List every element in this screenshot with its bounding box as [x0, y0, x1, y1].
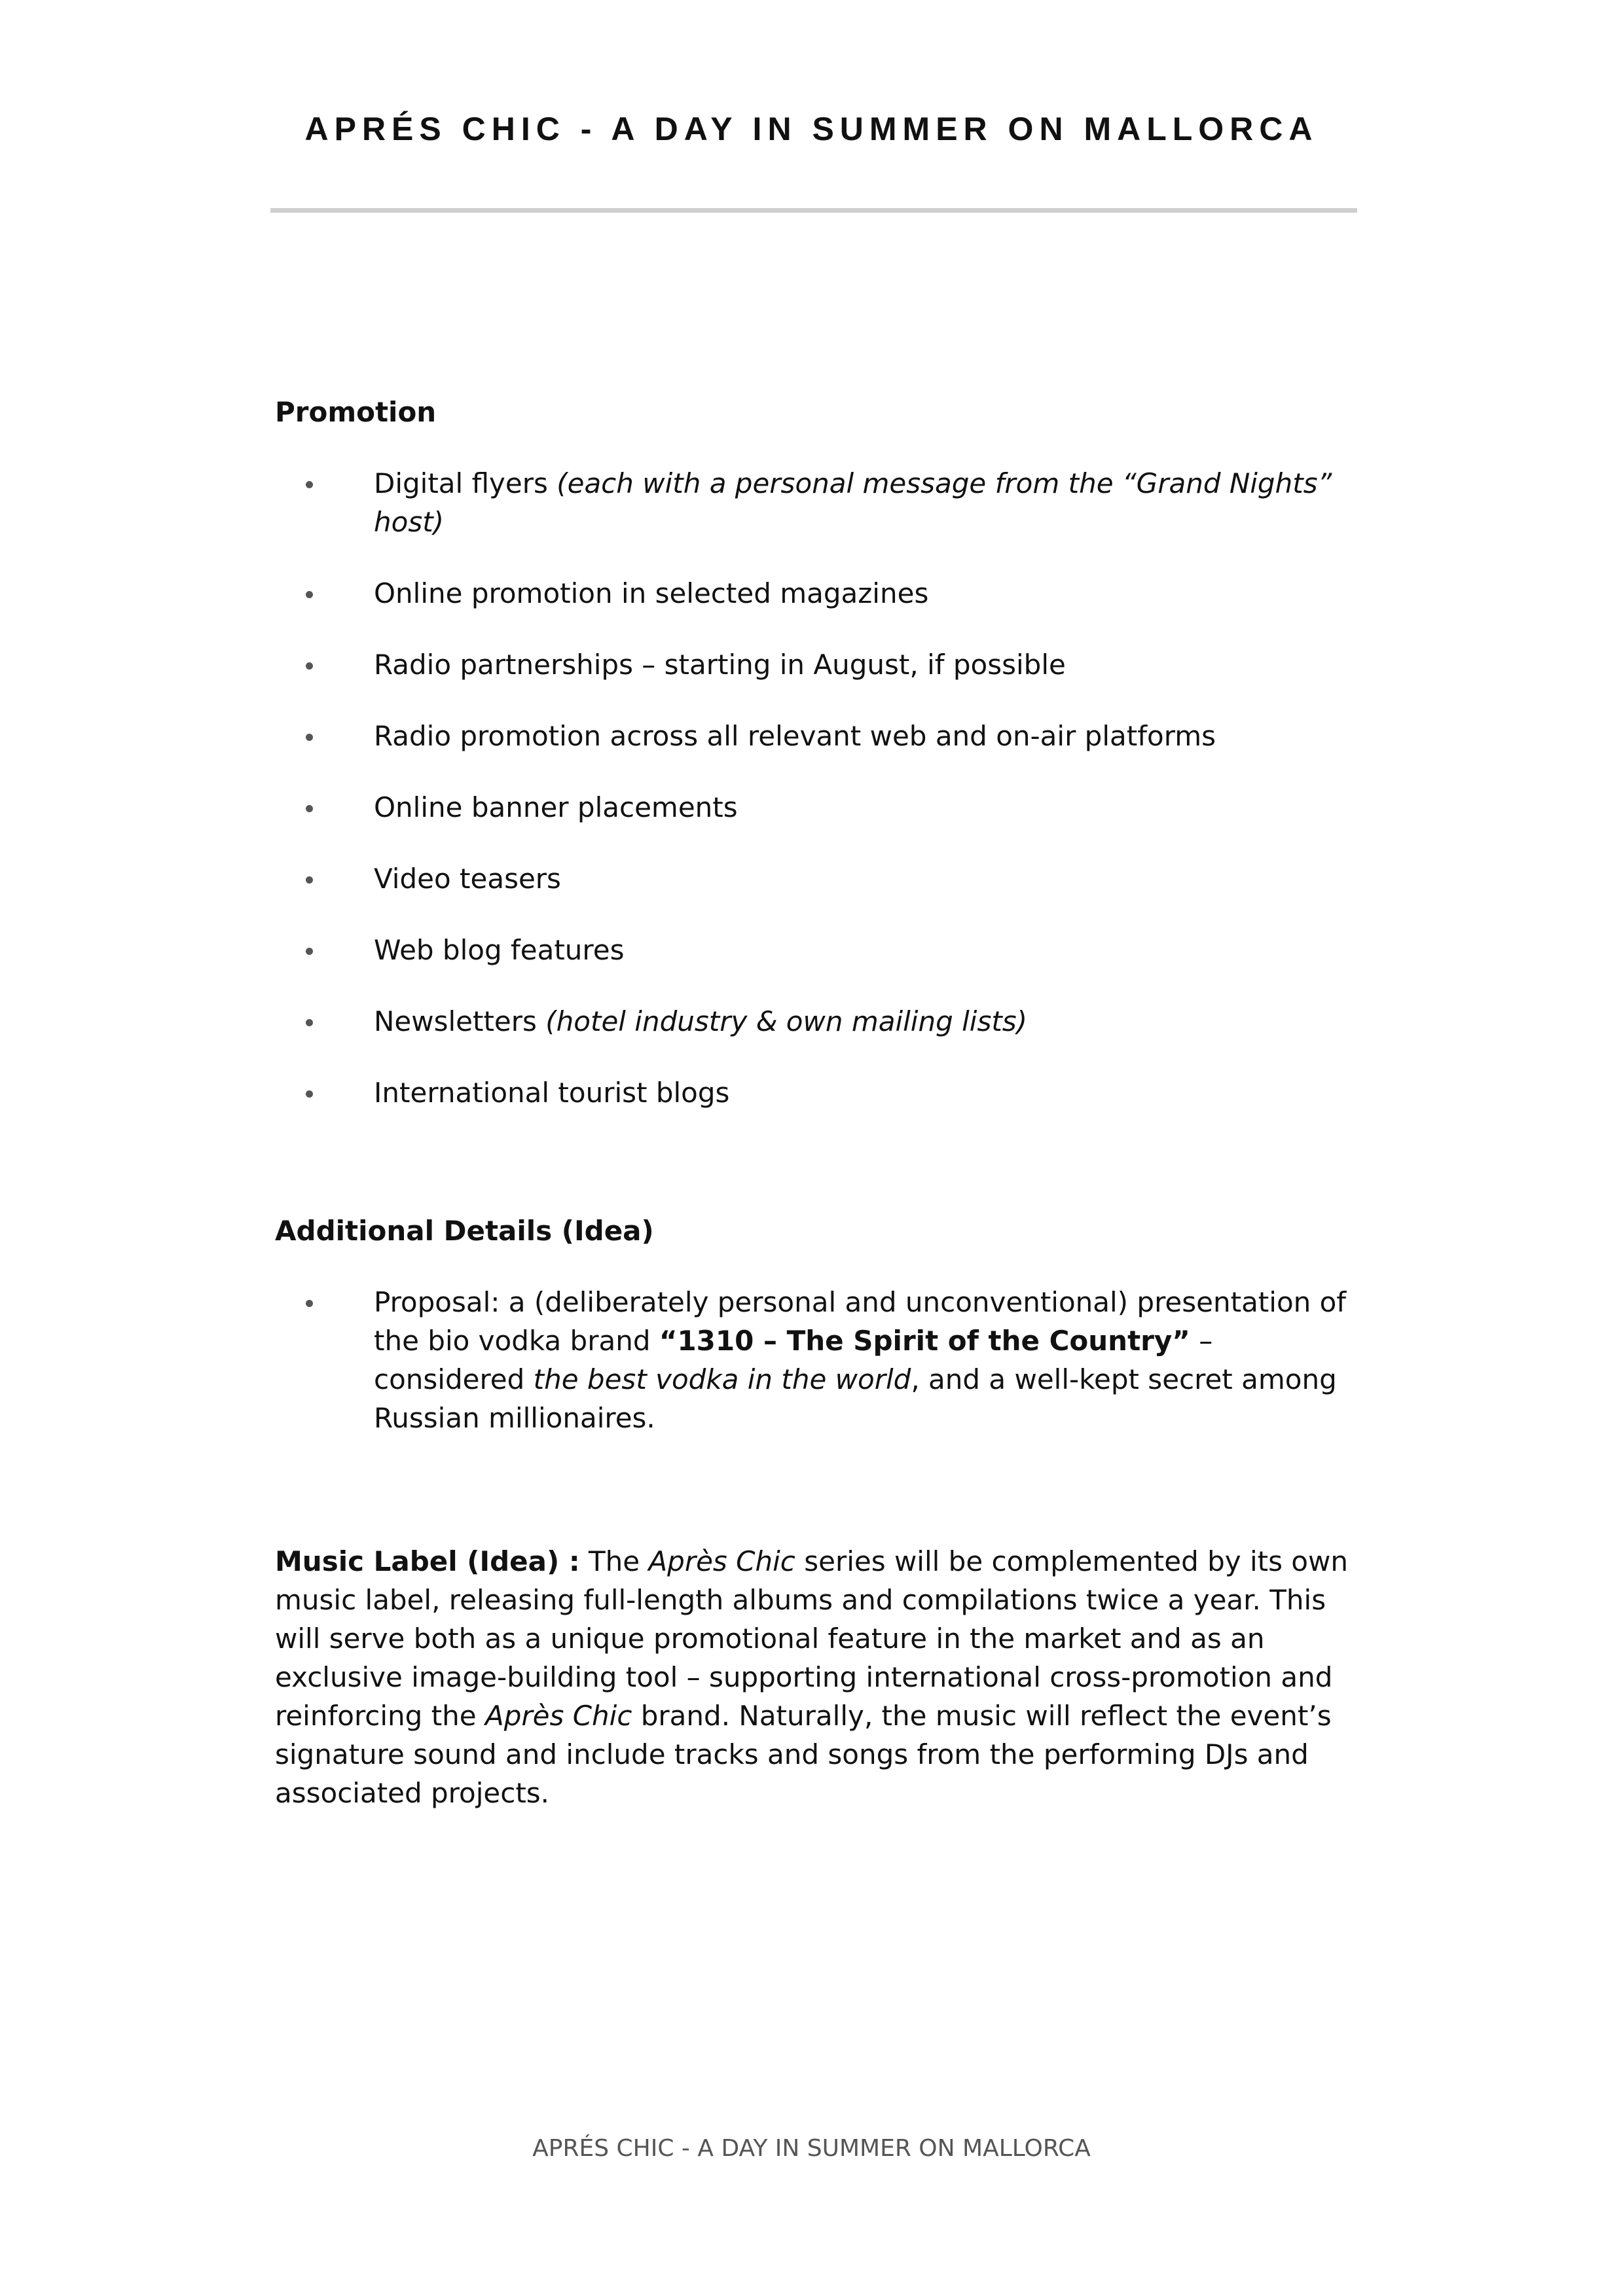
bullet-icon	[306, 734, 313, 741]
list-item: Newsletters (hotel industry & own mailing lists)	[275, 1002, 1362, 1041]
music-label-heading: Music Label (Idea) :	[275, 1545, 580, 1577]
bullet-icon	[306, 805, 313, 812]
bullet-icon	[306, 876, 313, 884]
list-item: Proposal: a (deliberately personal and unconventional) presentation of the bio vodka brand “1310 – The Spirit of the Country” – considered the best vodka in the world, and a well-kept secret among Russian millionaires.	[275, 1283, 1362, 1437]
music-label-paragraph: Music Label (Idea) : The Après Chic series will be complemented by its own music label, releasing full-length albums and compilations twice a year. This will serve both as a unique promotional feature in the market and as an exclusive image-building tool – supporting international cross-promotion and reinforcing the Après Chic brand. Naturally, the music will reflect the event’s signature sound and include tracks and songs from the performing DJs and associated projects.	[275, 1545, 1348, 1809]
additional-details-heading: Additional Details (Idea)	[275, 1215, 654, 1247]
title-divider	[270, 208, 1357, 213]
list-item: Online banner placements	[275, 788, 1362, 827]
list-item: Radio promotion across all relevant web and on-air platforms	[275, 717, 1362, 755]
bullet-icon	[306, 948, 313, 955]
bullet-icon	[306, 1090, 313, 1098]
promotion-list	[275, 464, 1362, 1112]
page-title: APRÉS CHIC - A DAY IN SUMMER ON MALLORCA	[304, 111, 1319, 147]
additional-details-list	[275, 1283, 1362, 1437]
list-item: Video teasers	[275, 859, 1362, 898]
bullet-icon	[306, 662, 313, 670]
list-item: Digital flyers (each with a personal message from the “Grand Nights” host)	[275, 464, 1362, 541]
document-body	[275, 393, 1362, 1840]
list-item: Online promotion in selected magazines	[275, 574, 1362, 613]
list-item: Radio partnerships – starting in August, if possible	[275, 645, 1362, 684]
bullet-icon	[306, 1019, 313, 1026]
bullet-icon	[306, 591, 313, 598]
bullet-icon	[306, 481, 313, 488]
list-item: Web blog features	[275, 931, 1362, 969]
bullet-icon	[306, 1300, 313, 1307]
list-item: International tourist blogs	[275, 1073, 1362, 1112]
vodka-brand-name: “1310 – The Spirit of the Country”	[659, 1325, 1190, 1357]
promotion-heading: Promotion	[275, 396, 437, 428]
page-footer: APRÉS CHIC - A DAY IN SUMMER ON MALLORCA	[532, 2135, 1091, 2162]
